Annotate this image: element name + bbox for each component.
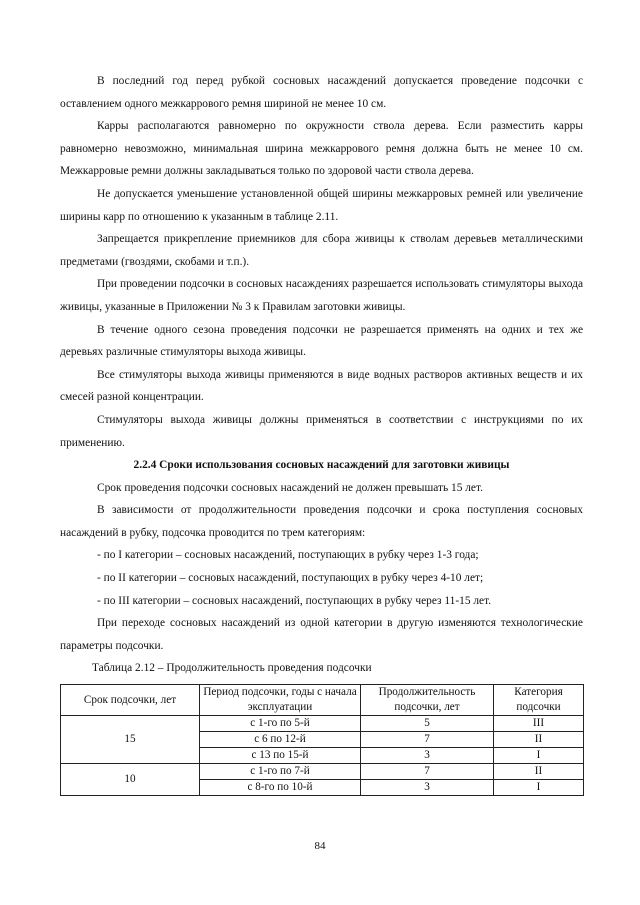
page-content bbox=[60, 70, 583, 796]
term-cell: 15 bbox=[61, 716, 200, 764]
paragraph: Не допускается уменьшение установленной общей ширины межкарровых ремней или увеличение ширины карр по отношению к указанным в таблице 2.11. bbox=[60, 187, 583, 223]
header-duration: Продолжительность подсочки, лет bbox=[361, 685, 494, 716]
paragraph: При переходе сосновых насаждений из одной категории в другую изменяются технологические параметры подсочки. bbox=[60, 617, 583, 652]
category-cell: I bbox=[494, 748, 584, 764]
period-cell: с 13 по 15-й bbox=[200, 748, 361, 764]
category-cell: I bbox=[494, 780, 584, 796]
paragraph: Срок проведения подсочки сосновых насаждений не должен превышать 15 лет. bbox=[97, 481, 483, 494]
duration-cell: 7 bbox=[361, 732, 494, 748]
paragraph: Стимуляторы выхода живицы должны применяться в соответствии с инструкциями по их применению. bbox=[60, 413, 583, 449]
paragraph: Карры располагаются равномерно по окружности ствола дерева. Если разместить карры равномерно невозможно, минимальная ширина межкаррового ремня должна быть не менее 10 см. Межкарровые ремни должны закладываться только по здоровой части ствола дерева. bbox=[60, 120, 583, 178]
table-caption: Таблица 2.12 – Продолжительность проведения подсочки bbox=[92, 662, 372, 675]
list-item: - по III категории – сосновых насаждений, поступающих в рубку через 11-15 лет. bbox=[97, 594, 492, 607]
period-cell: с 1-го по 5-й bbox=[200, 716, 361, 732]
category-cell: II bbox=[494, 732, 584, 748]
duration-cell: 3 bbox=[361, 780, 494, 796]
paragraph: При проведении подсочки в сосновых насаждениях разрешается использовать стимуляторы выхода живицы, указанные в Приложении № 3 к Правилам заготовки живицы. bbox=[60, 278, 583, 313]
period-cell: с 8-го по 10-й bbox=[200, 780, 361, 796]
paragraph: Запрещается прикрепление приемников для сбора живицы к стволам деревьев металлическими предметами (гвоздями, скобами и т.п.). bbox=[60, 233, 583, 268]
paragraph: В зависимости от продолжительности проведения подсочки и срока поступления сосновых насаждений в рубку, подсочка проводится по трем категориям: bbox=[60, 504, 583, 539]
duration-cell: 3 bbox=[361, 748, 494, 764]
header-period: Период подсочки, годы с начала эксплуатации bbox=[200, 685, 361, 716]
table-row bbox=[61, 764, 584, 780]
category-cell: II bbox=[494, 764, 584, 780]
section-heading: 2.2.4 Сроки использования сосновых насаждений для заготовки живицы bbox=[133, 459, 510, 472]
period-cell: с 1-го по 7-й bbox=[200, 764, 361, 780]
paragraph: В течение одного сезона проведения подсочки не разрешается применять на одних и тех же деревьях различные стимуляторы выхода живицы. bbox=[60, 323, 583, 359]
table-row bbox=[61, 716, 584, 732]
duration-cell: 5 bbox=[361, 716, 494, 732]
table-header-row bbox=[61, 685, 584, 716]
category-cell: III bbox=[494, 716, 584, 732]
header-term: Срок подсочки, лет bbox=[61, 685, 200, 716]
duration-table bbox=[60, 684, 584, 796]
period-cell: с 6 по 12-й bbox=[200, 732, 361, 748]
list-item: - по II категории – сосновых насаждений, поступающих в рубку через 4-10 лет; bbox=[97, 572, 484, 585]
paragraph: В последний год перед рубкой сосновых насаждений допускается проведение подсочки с оставлением одного межкаррового ремня шириной не менее 10 см. bbox=[60, 75, 583, 110]
paragraph: Все стимуляторы выхода живицы применяются в виде водных растворов активных веществ и их смесей разной концентрации. bbox=[60, 368, 583, 404]
header-category: Категория подсочки bbox=[494, 685, 584, 716]
duration-cell: 7 bbox=[361, 764, 494, 780]
page-number: 84 bbox=[314, 840, 326, 852]
term-cell: 10 bbox=[61, 764, 200, 796]
list-item: - по I категории – сосновых насаждений, поступающих в рубку через 1-3 года; bbox=[97, 549, 479, 562]
